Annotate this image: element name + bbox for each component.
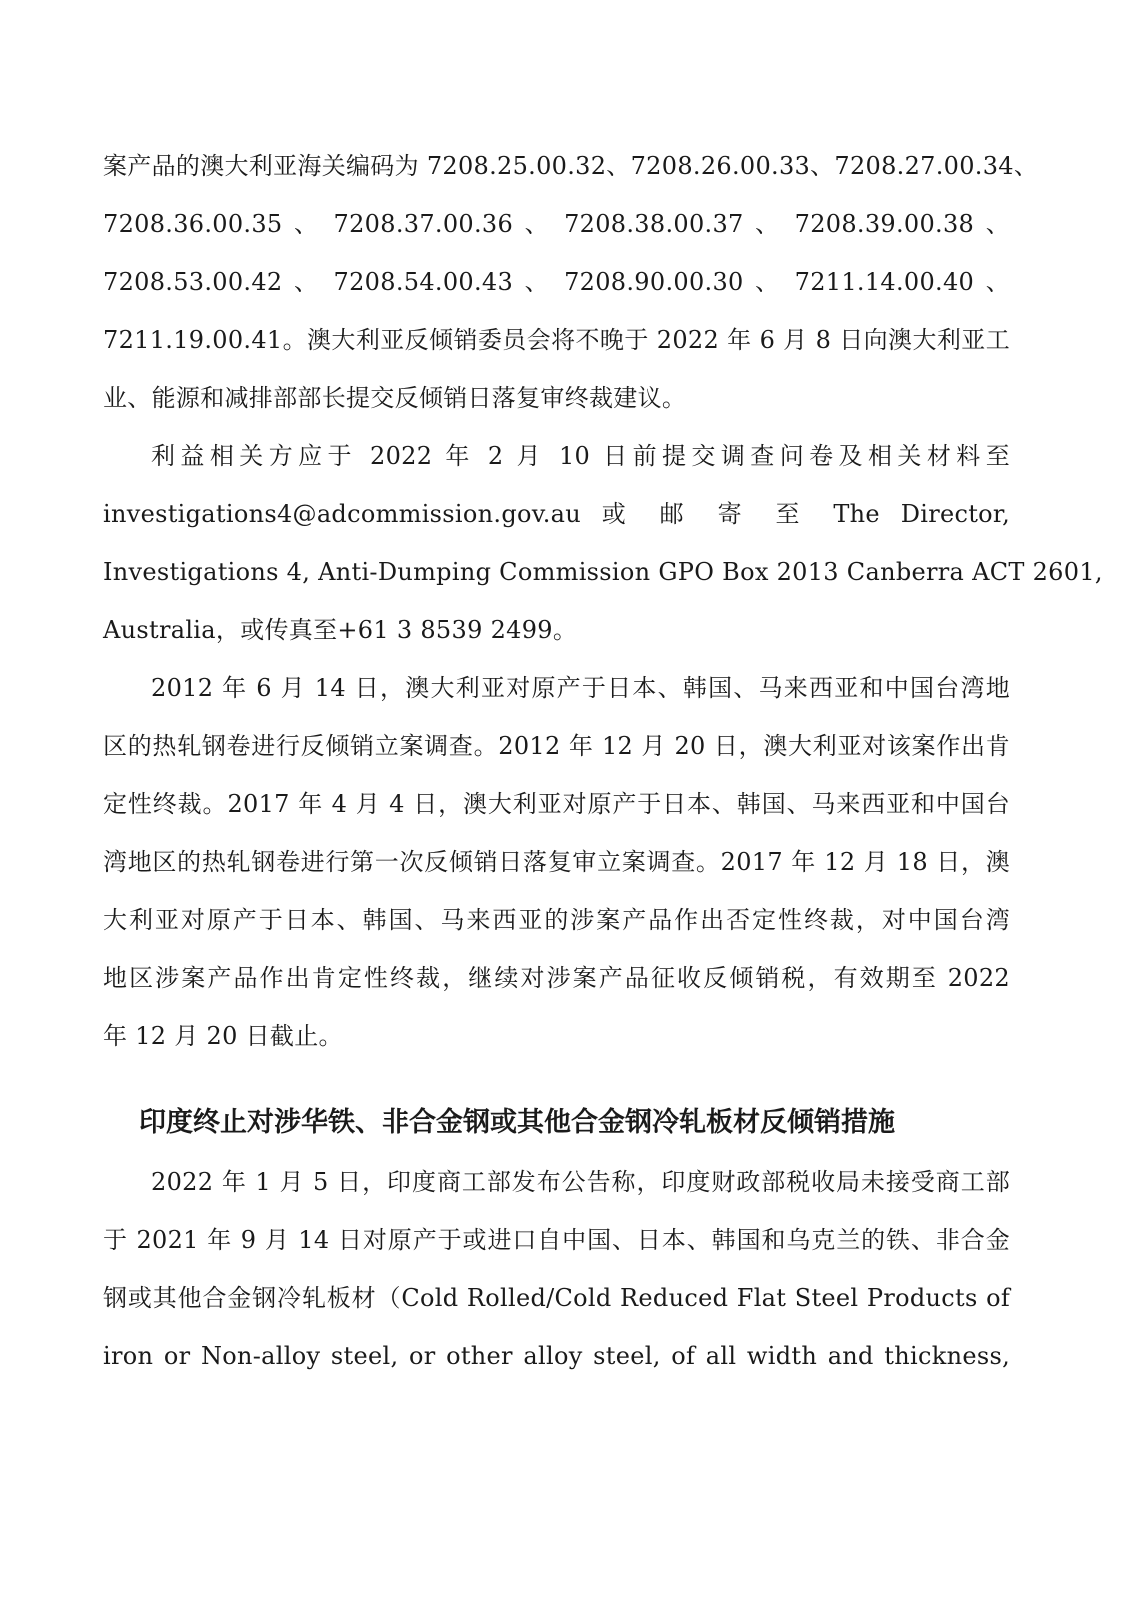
text-line: Investigations 4, Anti-Dumping Commission GPO Box 2013 Canberra ACT 2601, (103, 558, 1103, 586)
text-line: 2012 年 6 月 14 日，澳大利亚对原产于日本、韩国、马来西亚和中国台湾地 (151, 674, 1010, 702)
paragraph-customs-codes (103, 137, 1039, 427)
section-heading: 印度终止对涉华铁、非合金钢或其他合金钢冷轧板材反倾销措施 (139, 1107, 895, 1138)
paragraph-india-announcement (103, 1153, 1010, 1385)
text-line: 区的热轧钢卷进行反倾销立案调查。2012 年 12 月 20 日，澳大利亚对该案作出肯 (103, 732, 1010, 760)
text-line: 湾地区的热轧钢卷进行第一次反倾销日落复审立案调查。2017 年 12 月 18 日，澳 (103, 848, 1010, 876)
text-line: 大利亚对原产于日本、韩国、马来西亚的涉案产品作出否定性终裁，对中国台湾 (103, 906, 1010, 934)
paragraph-submission-info (103, 427, 1103, 659)
text-line: 定性终裁。2017 年 4 月 4 日，澳大利亚对原产于日本、韩国、马来西亚和中国台 (103, 790, 1010, 818)
text-line: 2022 年 1 月 5 日，印度商工部发布公告称，印度财政部税收局未接受商工部 (151, 1168, 1010, 1196)
text-line: 于 2021 年 9 月 14 日对原产于或进口自中国、日本、韩国和乌克兰的铁、非合金 (103, 1226, 1010, 1254)
document-page (103, 137, 1103, 1385)
text-line: 地区涉案产品作出肯定性终裁，继续对涉案产品征收反倾销税，有效期至 2022 (103, 964, 1010, 992)
text-line: 钢或其他合金钢冷轧板材（Cold Rolled/Cold Reduced Flat Steel Products of (103, 1284, 1010, 1312)
text-line: 案产品的澳大利亚海关编码为 7208.25.00.32、7208.26.00.33、7208.27.00.34、 (103, 152, 1039, 180)
text-line: 7208.36.00.35 、 7208.37.00.36 、 7208.38.00.37 、 7208.39.00.38 、 (103, 210, 1010, 238)
text-line: 7208.53.00.42 、 7208.54.00.43 、 7208.90.00.30 、 7211.14.00.40 、 (103, 268, 1010, 296)
paragraph-case-history (103, 659, 1010, 1065)
text-line: 年 12 月 20 日截止。 (103, 1022, 343, 1050)
section-spacer (103, 1065, 1010, 1101)
text-line: 7211.19.00.41。澳大利亚反倾销委员会将不晚于 2022 年 6 月 8 日向澳大利亚工 (103, 326, 1010, 354)
text-line: Australia，或传真至+61 3 8539 2499。 (103, 616, 578, 644)
text-line: 业、能源和减排部部长提交反倾销日落复审终裁建议。 (103, 384, 687, 412)
text-line: investigations4@adcommission.gov.au 或 邮 寄 至 The Director, (103, 500, 1010, 528)
text-line: iron or Non-alloy steel, or other alloy steel, of all width and thickness, (103, 1342, 1010, 1370)
text-line: 利益相关方应于 2022 年 2 月 10 日前提交调查问卷及相关材料至 (151, 442, 1010, 470)
